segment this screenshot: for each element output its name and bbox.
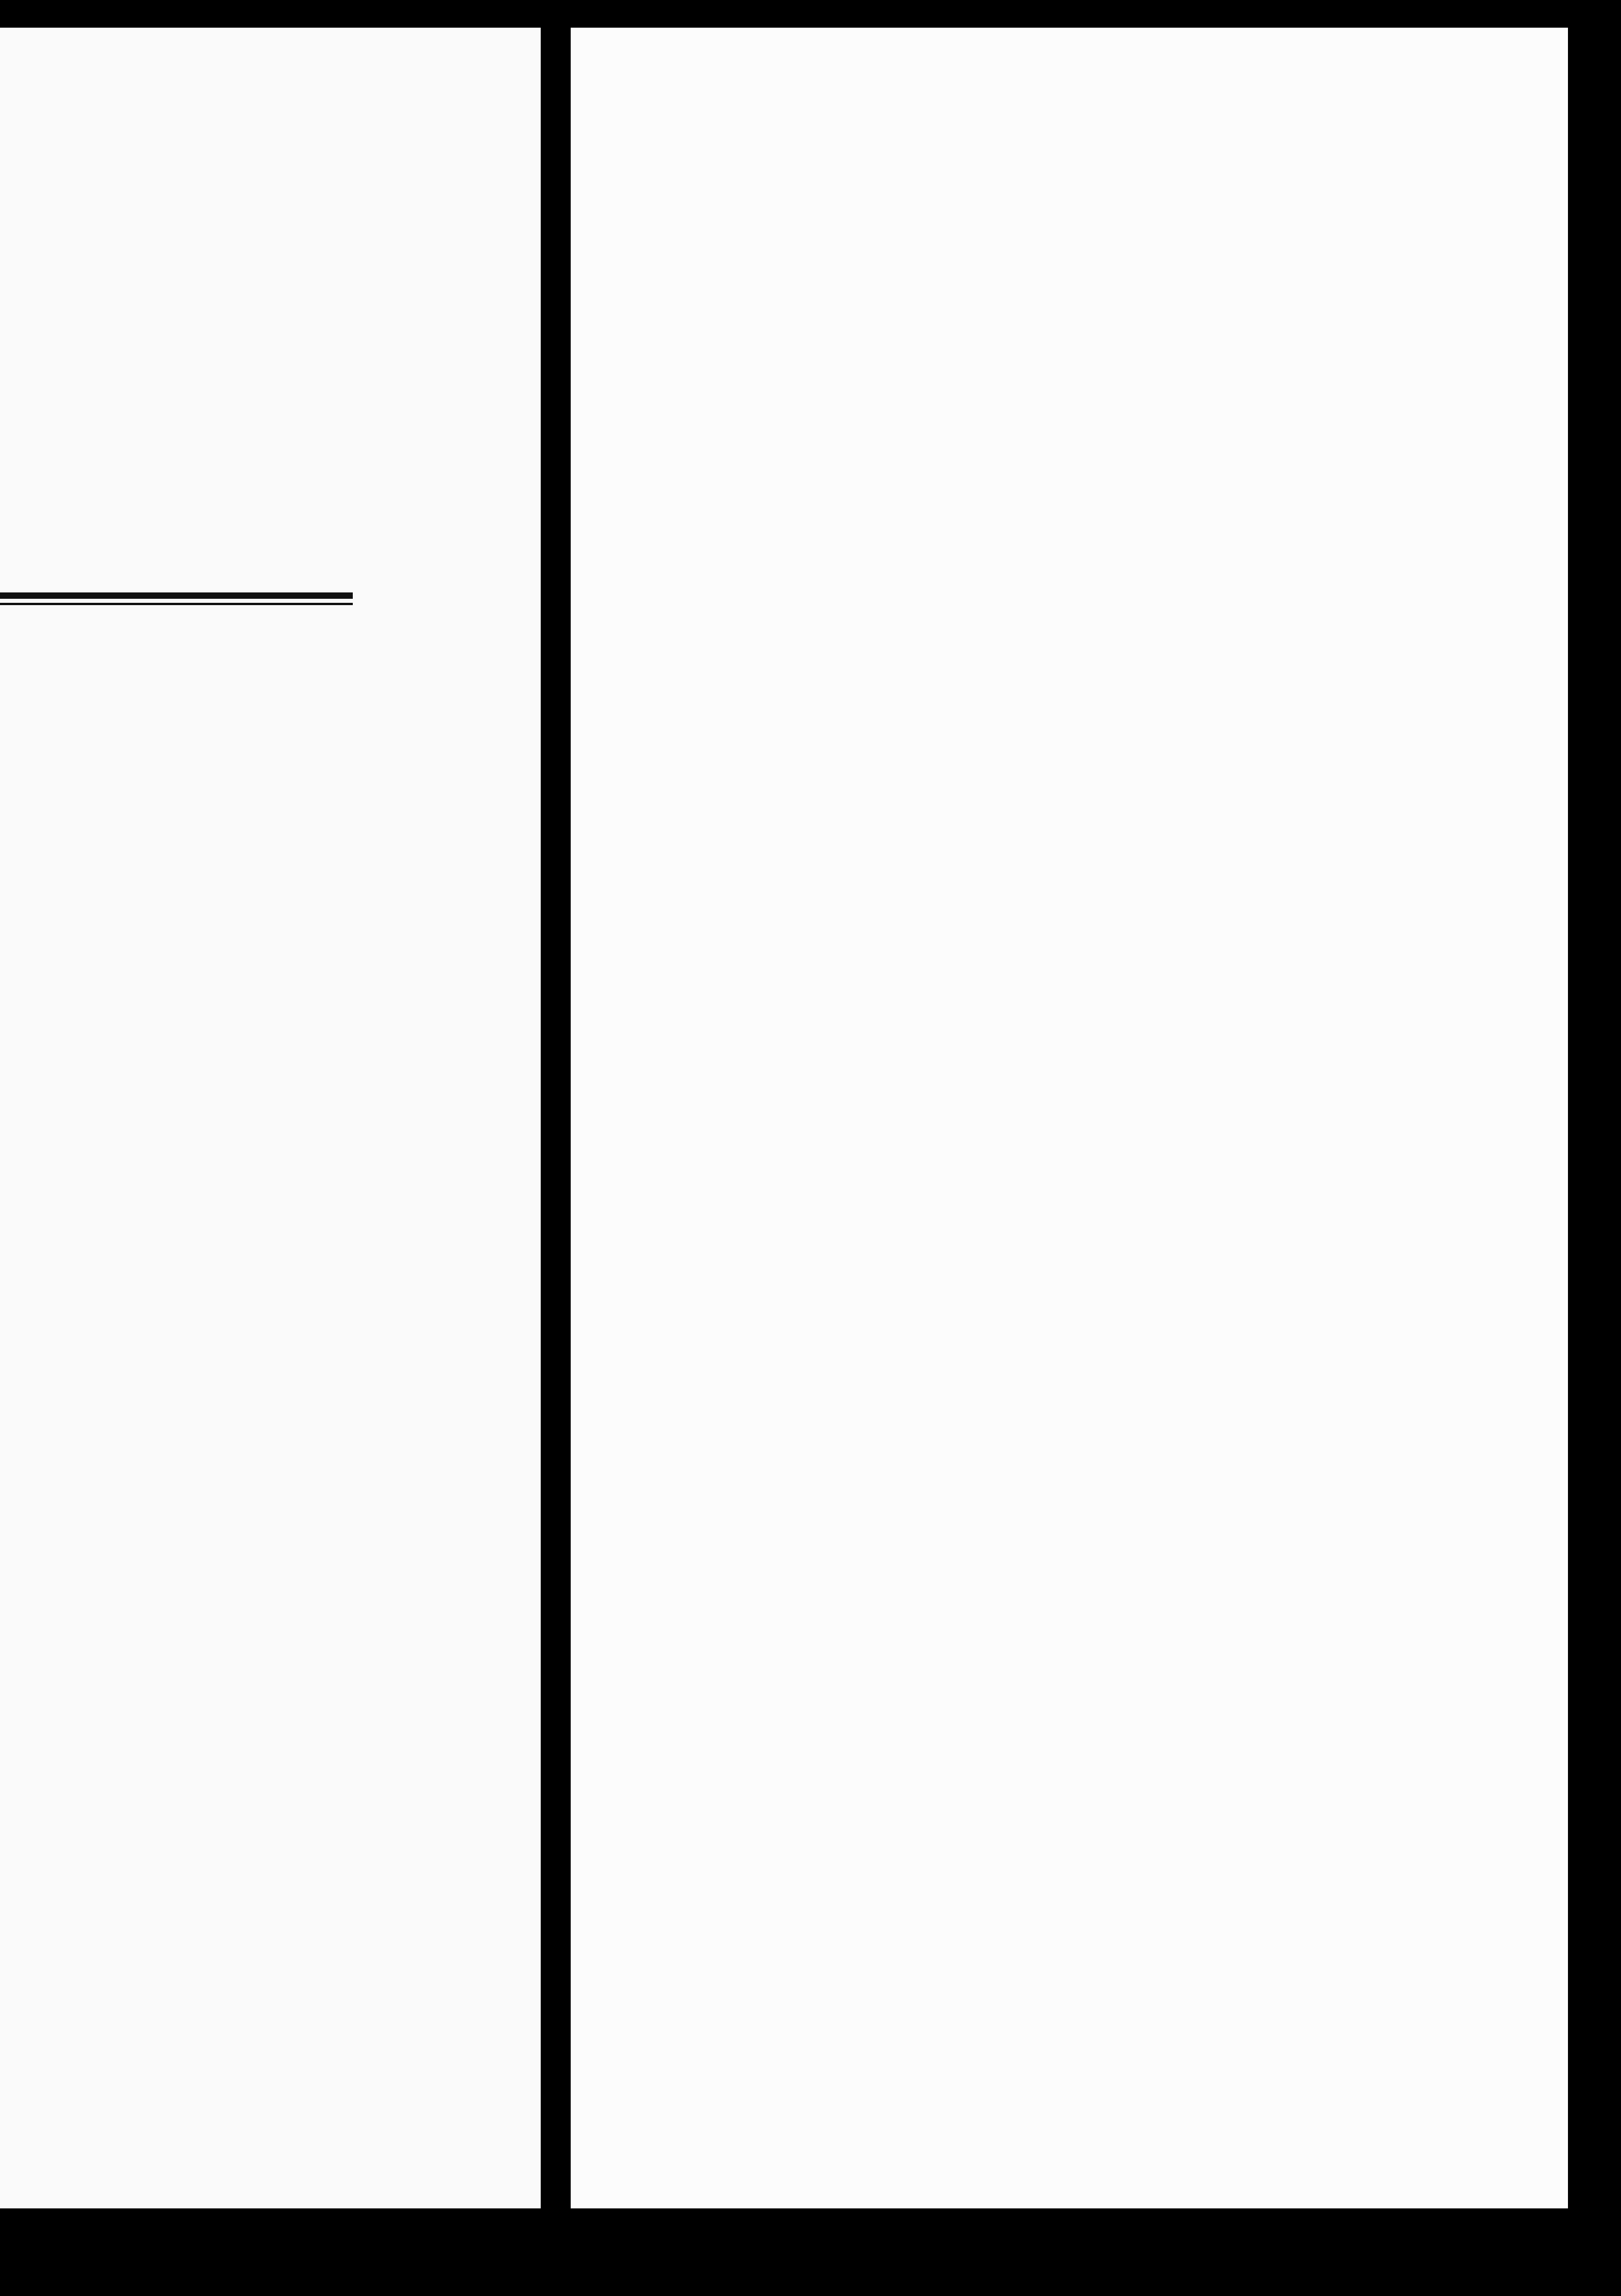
page-fold-line [564,28,571,2208]
left-page [0,28,548,2208]
page-fold-line [541,28,549,2208]
heading-rule-thick [0,592,353,599]
right-page-blank [571,28,1568,2208]
page-fold-line [555,28,559,2208]
heading-rule-thin [0,603,353,605]
